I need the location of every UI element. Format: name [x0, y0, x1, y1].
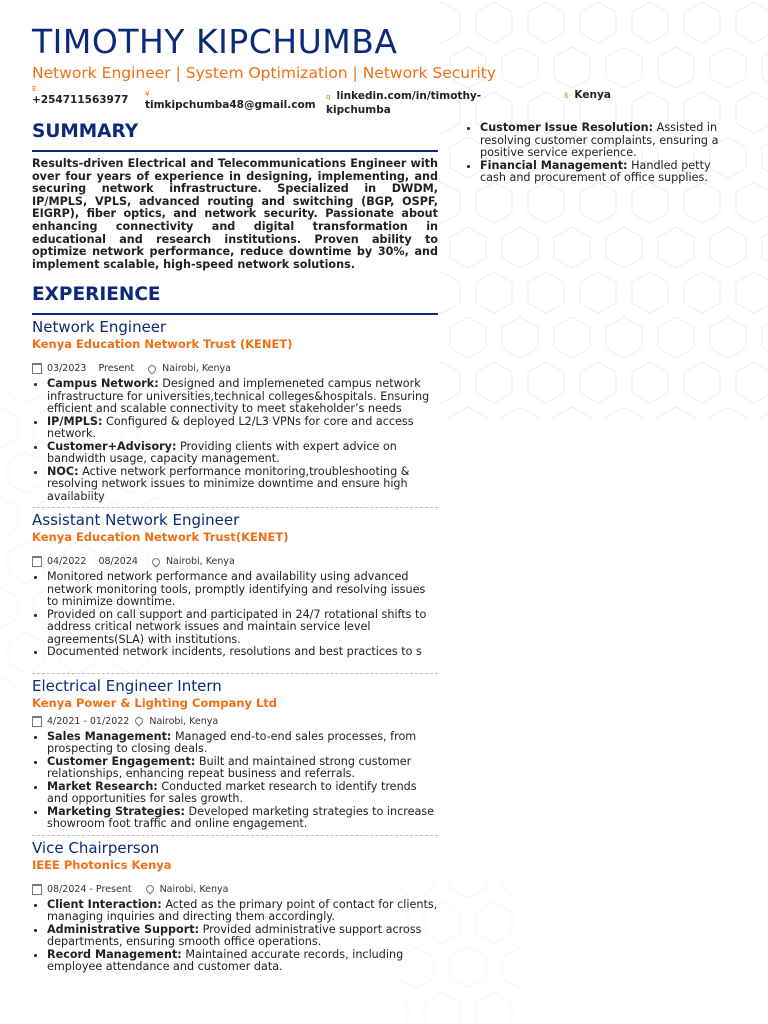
job-entry: [32, 835, 438, 974]
linkedin-url-line1[interactable]: linkedin.com/in/timothy-: [336, 90, 482, 102]
list-item: • Administrative Support: Provided administrative support across departments, ensuring smooth office operations.: [47, 924, 438, 949]
list-item: • Client Interaction: Acted as the primary point of contact for clients, managing inquiries and directing them accordingly.: [47, 899, 438, 924]
job-entry: [32, 315, 438, 503]
candidate-name: TIMOTHY KIPCHUMBA: [32, 22, 398, 61]
candidate-tagline: Network Engineer | System Optimization | Network Security: [32, 64, 497, 82]
list-item: • Customer+Advisory: Providing clients with expert advice on bandwidth usage, capacity management.: [47, 441, 438, 466]
job-dates: 08/2024 - Present: [47, 883, 132, 895]
phone-icon: E: [32, 85, 37, 93]
job-bullets: [32, 571, 438, 659]
location-pin-icon: [150, 556, 161, 567]
job-location: Nairobi, Kenya: [149, 715, 219, 727]
email-icon: ¥: [145, 90, 150, 98]
location-pin-icon: [144, 884, 155, 895]
job-end-date: 08/2024: [98, 556, 138, 568]
job-meta: [32, 883, 438, 896]
job-bullets: [32, 378, 438, 503]
location-pin-icon: [134, 716, 145, 727]
job-end-date: Present: [98, 363, 135, 375]
list-item: • Sales Management: Managed end-to-end sales processes, from prospecting to closing deals.: [47, 731, 438, 756]
list-item: • Campus Network: Designed and implemeneted campus network infrastructure for universities,technical colleges&hospitals. Ensuring efficient and scalable connectivity to meet stakeholder’s needs: [47, 378, 438, 416]
job-entry: [32, 673, 438, 831]
job-start-date: 03/2023: [47, 363, 87, 375]
location-pin-icon: [146, 363, 157, 374]
left-column: [32, 118, 438, 974]
calendar-icon: [32, 884, 42, 895]
job-company: Kenya Power & Lighting Company Ltd: [32, 695, 278, 710]
experience-heading: EXPERIENCE: [32, 281, 438, 315]
list-item: • Record Management: Maintained accurate records, including employee attendance and customer data.: [47, 949, 438, 974]
list-item: • Monitored network performance and availability using advanced network monitoring tools, promptly identifying and resolving issues to minimize downtime.: [47, 571, 438, 609]
contact-phone: [32, 85, 128, 106]
job-location: Nairobi, Kenya: [162, 363, 231, 375]
linkedin-url-line2[interactable]: kipchumba: [326, 103, 391, 116]
list-item: • Customer Issue Resolution: Assisted in resolving customer complaints, ensuring a positive service experience.: [480, 122, 734, 160]
job-meta: [32, 555, 438, 568]
job-company: Kenya Education Network Trust (KENET): [32, 337, 293, 352]
list-item: • Customer Engagement: Built and maintained strong customer relationships, enhancing repeat business and referrals.: [47, 756, 438, 781]
contact-linkedin: [326, 90, 481, 116]
location-text: Kenya: [574, 89, 611, 101]
job-company: IEEE Photonics Kenya: [32, 857, 172, 872]
summary-text: Results-driven Electrical and Telecommunications Engineer with over four years of experience in designing, implementing, and securing network infrastructure. Specialized in DWDM, IP/MPLS, VPLS, advanced routing and switching (BGP, OSPF, EIGRP), fiber optics, and network security. Passionate about enhancing connectivity and digital transformation in educational and research institutions. Proven ability to optimize network performance, reduce downtime by 30%, and implement scalable, high-speed network solutions.: [32, 157, 438, 271]
job-title: Electrical Engineer Intern: [32, 676, 222, 695]
list-item: • Financial Management: Handled petty cash and procurement of office supplies.: [480, 160, 734, 185]
job-title: Vice Chairperson: [32, 838, 160, 857]
summary-heading: SUMMARY: [32, 118, 438, 152]
job-bullets: [32, 731, 438, 831]
location-icon: ß: [564, 92, 569, 100]
linkedin-icon: q: [326, 93, 331, 101]
list-item: • Provided on call support and participated in 24/7 rotational shifts to address critical network issues and maintain service level agreements(SLA) with institutions.: [47, 609, 438, 647]
right-column: [466, 122, 734, 185]
contact-location: [564, 89, 611, 101]
job-meta: [32, 715, 438, 728]
calendar-icon: [32, 363, 42, 374]
list-item: • Marketing Strategies: Developed marketing strategies to increase showroom foot traffic and online engagement.: [47, 806, 438, 831]
job-location: Nairobi, Kenya: [159, 883, 229, 895]
contact-email: [145, 90, 316, 111]
right-column-bullets: [466, 122, 734, 185]
job-title: Network Engineer: [32, 318, 167, 337]
list-item: • Documented network incidents, resolutions and best practices to s: [47, 646, 438, 659]
calendar-icon: [32, 556, 42, 567]
job-meta: [32, 362, 438, 375]
job-location: Nairobi, Kenya: [165, 556, 235, 568]
job-company: Kenya Education Network Trust(KENET): [32, 530, 289, 545]
job-bullets: [32, 899, 438, 974]
job-dates: 4/2021 - 01/2022: [47, 715, 130, 727]
job-entry: [32, 507, 438, 659]
job-title: Assistant Network Engineer: [32, 511, 240, 530]
list-item: • Market Research: Conducted market research to identify trends and opportunities for sales growth.: [47, 781, 438, 806]
list-item: • IP/MPLS: Configured & deployed L2/L3 VPNs for core and access network.: [47, 416, 438, 441]
list-item: • NOC: Active network performance monitoring,troubleshooting & resolving network issues to minimize downtime and ensure high availabiity: [47, 466, 438, 504]
phone-number[interactable]: +254711563977: [32, 94, 129, 106]
email-address[interactable]: timkipchumba48@gmail.com: [145, 99, 316, 111]
calendar-icon: [32, 716, 42, 727]
job-start-date: 04/2022: [47, 556, 87, 568]
